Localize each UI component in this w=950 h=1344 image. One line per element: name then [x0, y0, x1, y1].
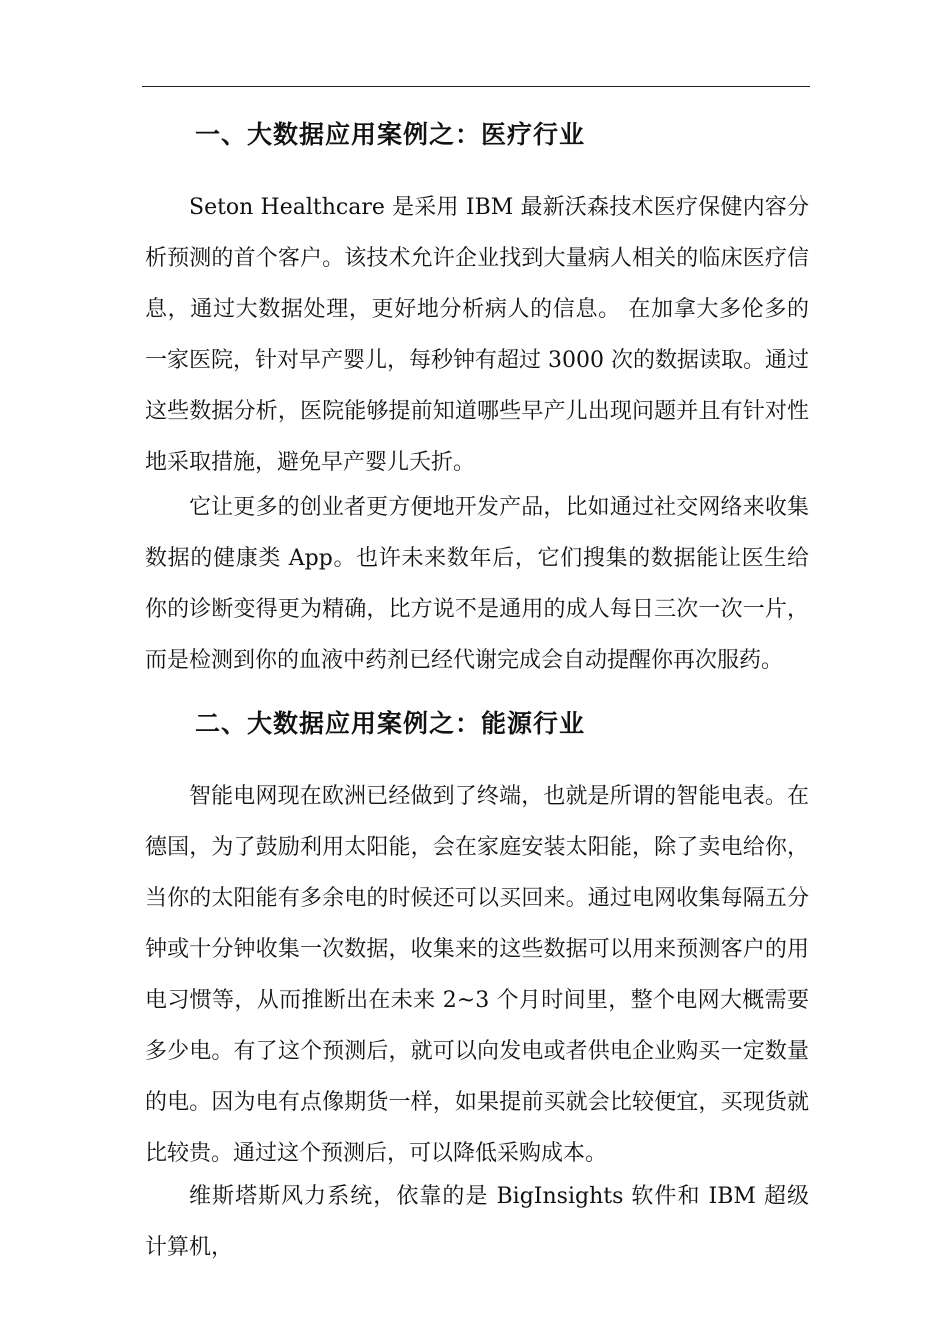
paragraph-vestas-wind: 维斯塔斯风力系统，依靠的是 BigInsights 软件和 IBM 超级计算机， [145, 1184, 809, 1260]
paragraph-smart-grid: 智能电网现在欧洲已经做到了终端，也就是所谓的智能电表。在德国，为了鼓励利用太阳能，会在家庭安装太阳能，除了卖电给你，当你的太阳能有多余电的时候还可以买回来。通过电网收集每隔五分钟或十分钟收集一次数据，收集来的这些数据可以用来预测客户的用电习惯等，从而推断出在未来 2~3 个月时间里，整个电网大概需要多少电。有了这个预测后，就可以向发电或者供电企业购买一定数量的电。因为电有点像期货一样，如果提前买就会比较便宜，买现货就比较贵。通过这个预测后，可以降低采购成本。 [145, 784, 809, 1166]
paragraph-seton-healthcare: Seton Healthcare 是采用 IBM 最新沃森技术医疗保健内容分析预测的首个客户。该技术允许企业找到大量病人相关的临床医疗信息，通过大数据处理，更好地分析病人的信息。 在加拿大多伦多的一家医院，针对早产婴儿，每秒钟有超过 3000 次的数据读取。通过这些数据分析，医院能够提前知道哪些早产儿出现问题并且有针对性地采取措施，避免早产婴儿夭折。 [145, 195, 809, 475]
section-heading-energy: 二、大数据应用案例之：能源行业 [195, 709, 586, 738]
header-rule [142, 86, 810, 87]
section-heading-medical: 一、大数据应用案例之：医疗行业 [195, 120, 586, 149]
paragraph-health-apps: 它让更多的创业者更方便地开发产品，比如通过社交网络来收集数据的健康类 App。也许未来数年后，它们搜集的数据能让医生给你的诊断变得更为精确，比方说不是通用的成人每日三次一次一片，而是检测到你的血液中药剂已经代谢完成会自动提醒你再次服药。 [145, 495, 809, 673]
